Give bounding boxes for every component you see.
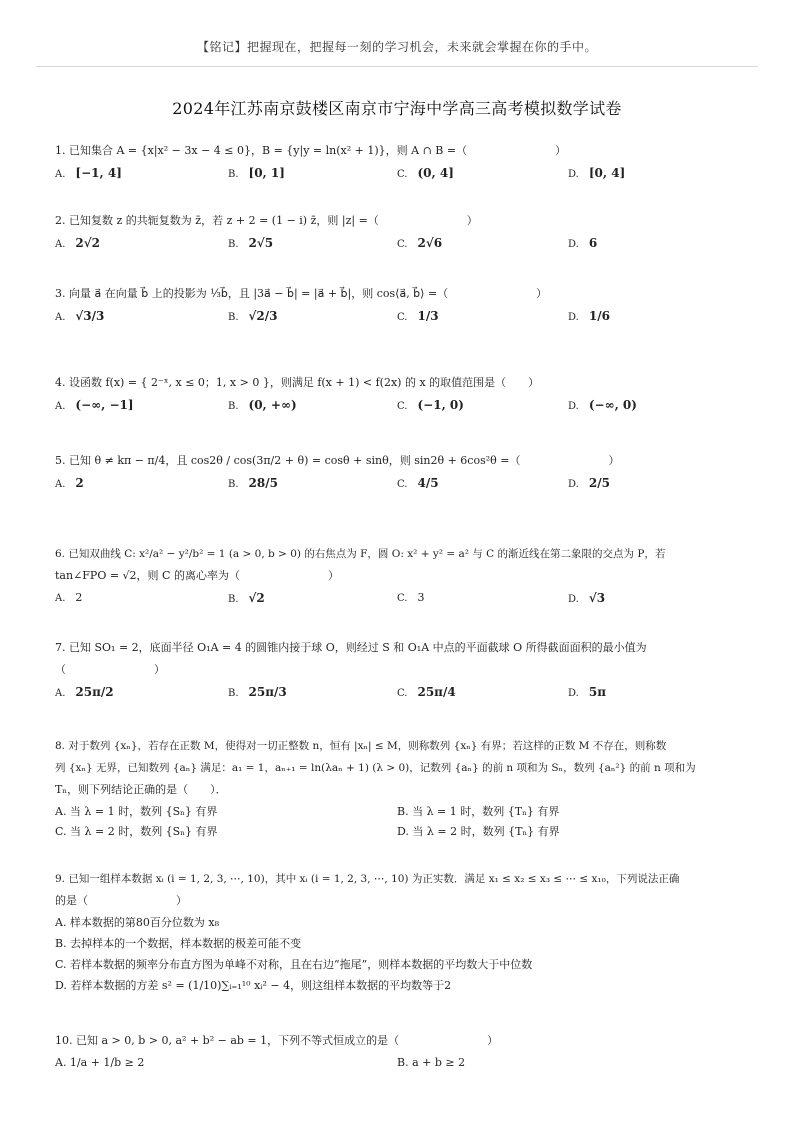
question-8-stem-line-1: 8. 对于数列 {xₙ}，若存在正数 M，使得对一切正整数 n，恒有 |xₙ| ≤ M，则称数列 {xₙ} 有界；若这样的正数 M 不存在，则称数 bbox=[55, 740, 667, 752]
question-6-stem-line-1: 6. 已知双曲线 C: x²/a² − y²/b² = 1 (a > 0, b > 0) 的右焦点为 F，圆 O: x² + y² = a² 与 C 的渐近线在第二象限的交点为 P，若 bbox=[55, 548, 666, 560]
question-6-options bbox=[55, 587, 745, 611]
option-c: C. (−1, 0) bbox=[397, 398, 464, 412]
option-b: B. 当 λ = 1 时，数列 {Tₙ} 有界 bbox=[397, 805, 560, 818]
question-9-stem-line-1: 9. 已知一组样本数据 xᵢ (i = 1, 2, 3, ⋯, 10)，其中 xᵢ (i = 1, 2, 3, ⋯, 10) 为正实数．满足 x₁ ≤ x₂ ≤ x₃ ≤ ⋯ ≤ x₁₀，下列说法正确 bbox=[55, 873, 680, 885]
option-d: D. 5π bbox=[568, 685, 606, 699]
option-c: C. 当 λ = 2 时，数列 {Sₙ} 有界 bbox=[55, 825, 218, 838]
option-b: B. (0, +∞) bbox=[228, 398, 297, 412]
option-d: D. (−∞, 0) bbox=[568, 398, 637, 412]
option-c: C. 2√6 bbox=[397, 236, 443, 250]
header-divider bbox=[36, 66, 758, 67]
option-c: C. (0, 4] bbox=[397, 166, 454, 180]
option-c: C. 1/3 bbox=[397, 309, 439, 323]
question-1 bbox=[55, 140, 745, 186]
option-a: A. 2 bbox=[55, 591, 83, 604]
question-8-options-row-2 bbox=[55, 821, 745, 841]
question-8-stem-line-3: Tₙ，则下列结论正确的是（ ）． bbox=[55, 783, 227, 796]
question-3-stem: 3. 向量 a⃗ 在向量 b⃗ 上的投影为 ⅓b⃗，且 |3a⃗ − b⃗| = |a⃗ + b⃗|，则 cos⟨a⃗, b⃗⟩ =（ ） bbox=[55, 287, 548, 300]
question-8 bbox=[55, 735, 745, 841]
question-1-stem: 1. 已知集合 A = {x|x² − 3x − 4 ≤ 0}，B = {y|y = ln(x² + 1)}，则 A ∩ B =（ ） bbox=[55, 144, 567, 157]
question-8-options-row-1 bbox=[55, 801, 745, 821]
option-c: C. 若样本数据的频率分布直方图为单峰不对称，且在右边“拖尾”，则样本数据的平均数大于中位数 bbox=[55, 958, 533, 971]
question-3-options bbox=[55, 305, 745, 339]
question-2 bbox=[55, 210, 745, 256]
option-a: A. 1/a + 1/b ≥ 2 bbox=[55, 1056, 145, 1069]
option-d: D. [0, 4] bbox=[568, 166, 626, 180]
question-7 bbox=[55, 637, 745, 705]
question-7-stem-line-2: （ ） bbox=[55, 663, 165, 676]
option-a: A. (−∞, −1] bbox=[55, 398, 134, 412]
option-a: A. 25π/2 bbox=[55, 685, 114, 699]
option-a: A. 样本数据的第80百分位数为 x₈ bbox=[55, 916, 220, 929]
question-7-options bbox=[55, 681, 745, 705]
option-b: B. a + b ≥ 2 bbox=[397, 1056, 466, 1069]
motto-header: 【铭记】把握现在，把握每一刻的学习机会，未来就会掌握在你的手中。 bbox=[196, 40, 597, 54]
option-c: C. 25π/4 bbox=[397, 685, 456, 699]
question-8-stem-line-2: 列 {xₙ} 无界，已知数列 {aₙ} 满足：a₁ = 1，aₙ₊₁ = ln(λaₙ + 1) (λ > 0)，记数列 {aₙ} 的前 n 项和为 Sₙ，数列 {aₙ²} 的前 n 项和为 bbox=[55, 762, 696, 774]
option-c: C. 4/5 bbox=[397, 476, 439, 490]
option-d: D. 6 bbox=[568, 236, 598, 250]
question-4-stem: 4. 设函数 f(x) = { 2⁻ˣ, x ≤ 0；1, x > 0 }，则满足 f(x + 1) < f(2x) 的 x 的取值范围是（ ） bbox=[55, 376, 540, 389]
option-b: B. 2√5 bbox=[228, 236, 274, 250]
option-d: D. 若样本数据的方差 s² = (1/10)∑ᵢ₌₁¹⁰ xᵢ² − 4，则这组样本数据的平均数等于2 bbox=[55, 979, 452, 992]
option-a: A. [−1, 4] bbox=[55, 166, 122, 180]
question-1-options bbox=[55, 162, 745, 186]
option-a: A. 2√2 bbox=[55, 236, 100, 250]
option-b: B. 25π/3 bbox=[228, 685, 287, 699]
option-a: A. √3/3 bbox=[55, 309, 105, 323]
option-b: B. √2/3 bbox=[228, 309, 278, 323]
option-d: D. 1/6 bbox=[568, 309, 610, 323]
option-d: D. 2/5 bbox=[568, 476, 610, 490]
option-a: A. 当 λ = 1 时，数列 {Sₙ} 有界 bbox=[55, 805, 218, 818]
question-10-stem: 10. 已知 a > 0, b > 0, a² + b² − ab = 1，下列不等式恒成立的是（ ） bbox=[55, 1034, 499, 1047]
exam-title: 2024年江苏南京鼓楼区南京市宁海中学高三高考模拟数学试卷 bbox=[172, 99, 622, 118]
option-d: D. 当 λ = 2 时，数列 {Tₙ} 有界 bbox=[397, 825, 560, 838]
question-2-options bbox=[55, 232, 745, 256]
option-b: B. 28/5 bbox=[228, 476, 278, 490]
option-d: D. √3 bbox=[568, 591, 606, 605]
question-7-stem-line-1: 7. 已知 SO₁ = 2，底面半径 O₁A = 4 的圆锥内接于球 O，则经过 S 和 O₁A 中点的平面截球 O 所得截面面积的最小值为 bbox=[55, 641, 647, 654]
question-2-stem: 2. 已知复数 z 的共轭复数为 z̄，若 z + 2 = (1 − i) z̄，则 |z| =（ ） bbox=[55, 214, 478, 227]
option-b: B. √2 bbox=[228, 591, 265, 605]
question-5 bbox=[55, 450, 745, 506]
question-6 bbox=[55, 543, 745, 611]
question-4 bbox=[55, 372, 745, 418]
question-10 bbox=[55, 1030, 745, 1072]
question-9-stem-line-2: 的是（ ） bbox=[55, 894, 187, 907]
option-b: B. 去掉样本的一个数据，样本数据的极差可能不变 bbox=[55, 937, 302, 950]
option-a: A. 2 bbox=[55, 476, 84, 490]
option-c: C. 3 bbox=[397, 591, 425, 604]
question-5-options bbox=[55, 472, 745, 506]
question-3 bbox=[55, 283, 745, 339]
option-b: B. [0, 1] bbox=[228, 166, 285, 180]
question-5-stem: 5. 已知 θ ≠ kπ − π/4，且 cos2θ / cos(3π/2 + θ) = cosθ + sinθ，则 sin2θ + 6cos²θ =（ ） bbox=[55, 454, 620, 467]
question-9 bbox=[55, 868, 745, 996]
question-10-options-row-1 bbox=[55, 1052, 745, 1072]
question-4-options bbox=[55, 394, 745, 418]
question-6-stem-line-2: tan∠FPO = √2，则 C 的离心率为（ ） bbox=[55, 569, 339, 582]
